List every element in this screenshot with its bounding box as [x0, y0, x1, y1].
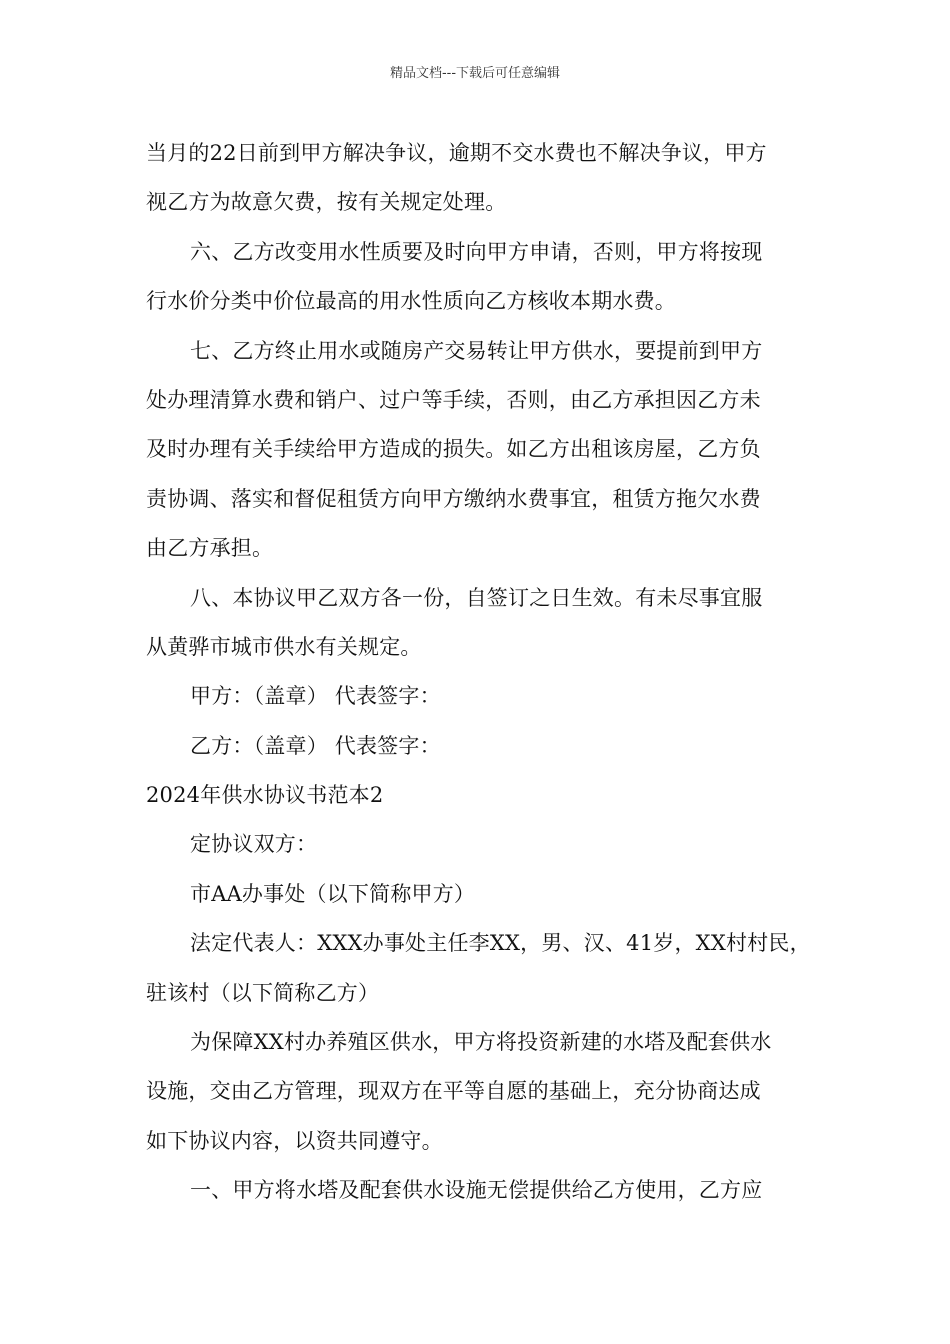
text-line: 八、本协议甲乙双方各一份，自签订之日生效。有未尽事宜服: [190, 585, 763, 610]
text-line: 为保障XX村办养殖区供水，甲方将投资新建的水塔及配套供水: [190, 1030, 772, 1055]
text-line: 责协调、落实和督促租赁方向甲方缴纳水费事宜，租赁方拖欠水费: [146, 486, 761, 511]
text-line: 驻该村（以下简称乙方）: [146, 980, 380, 1005]
text-line: 法定代表人：XXX办事处主任李XX，男、汉、41岁，XX村村民，: [190, 931, 811, 956]
text-line: 由乙方承担。: [146, 536, 274, 561]
text-line: 从黄骅市城市供水有关规定。: [146, 634, 422, 659]
text-line: 及时办理有关手续给甲方造成的损失。如乙方出租该房屋，乙方负: [146, 437, 761, 462]
text-line: 视乙方为故意欠费，按有关规定处理。: [146, 190, 507, 215]
text-line: 当月的22日前到甲方解决争议，逾期不交水费也不解决争议，甲方: [146, 141, 767, 165]
text-line: 处办理清算水费和销户、过户等手续，否则，由乙方承担因乙方未: [146, 387, 761, 412]
text-line: 设施，交由乙方管理，现双方在平等自愿的基础上，充分协商达成: [146, 1079, 761, 1104]
text-line: 行水价分类中价位最高的用水性质向乙方核收本期水费。: [146, 289, 676, 314]
page-header: 精品文档---下载后可任意编辑: [389, 66, 561, 81]
section-title: 2024年供水协议书范本2: [146, 783, 384, 808]
text-line: 定协议双方：: [190, 832, 318, 857]
signature-line-party-b: 乙方：（盖章） 代表签字：: [190, 733, 441, 758]
text-line: 市AA办事处（以下简称甲方）: [190, 881, 476, 906]
signature-line-party-a: 甲方：（盖章） 代表签字：: [190, 684, 441, 709]
text-line: 六、乙方改变用水性质要及时向甲方申请，否则，甲方将按现: [190, 239, 763, 264]
text-line: 七、乙方终止用水或随房产交易转让甲方供水，要提前到甲方: [190, 338, 763, 363]
document-body: [146, 129, 846, 1216]
text-line: 如下协议内容，以资共同遵守。: [146, 1128, 443, 1153]
text-line: 一、甲方将水塔及配套供水设施无偿提供给乙方使用，乙方应: [190, 1178, 763, 1203]
